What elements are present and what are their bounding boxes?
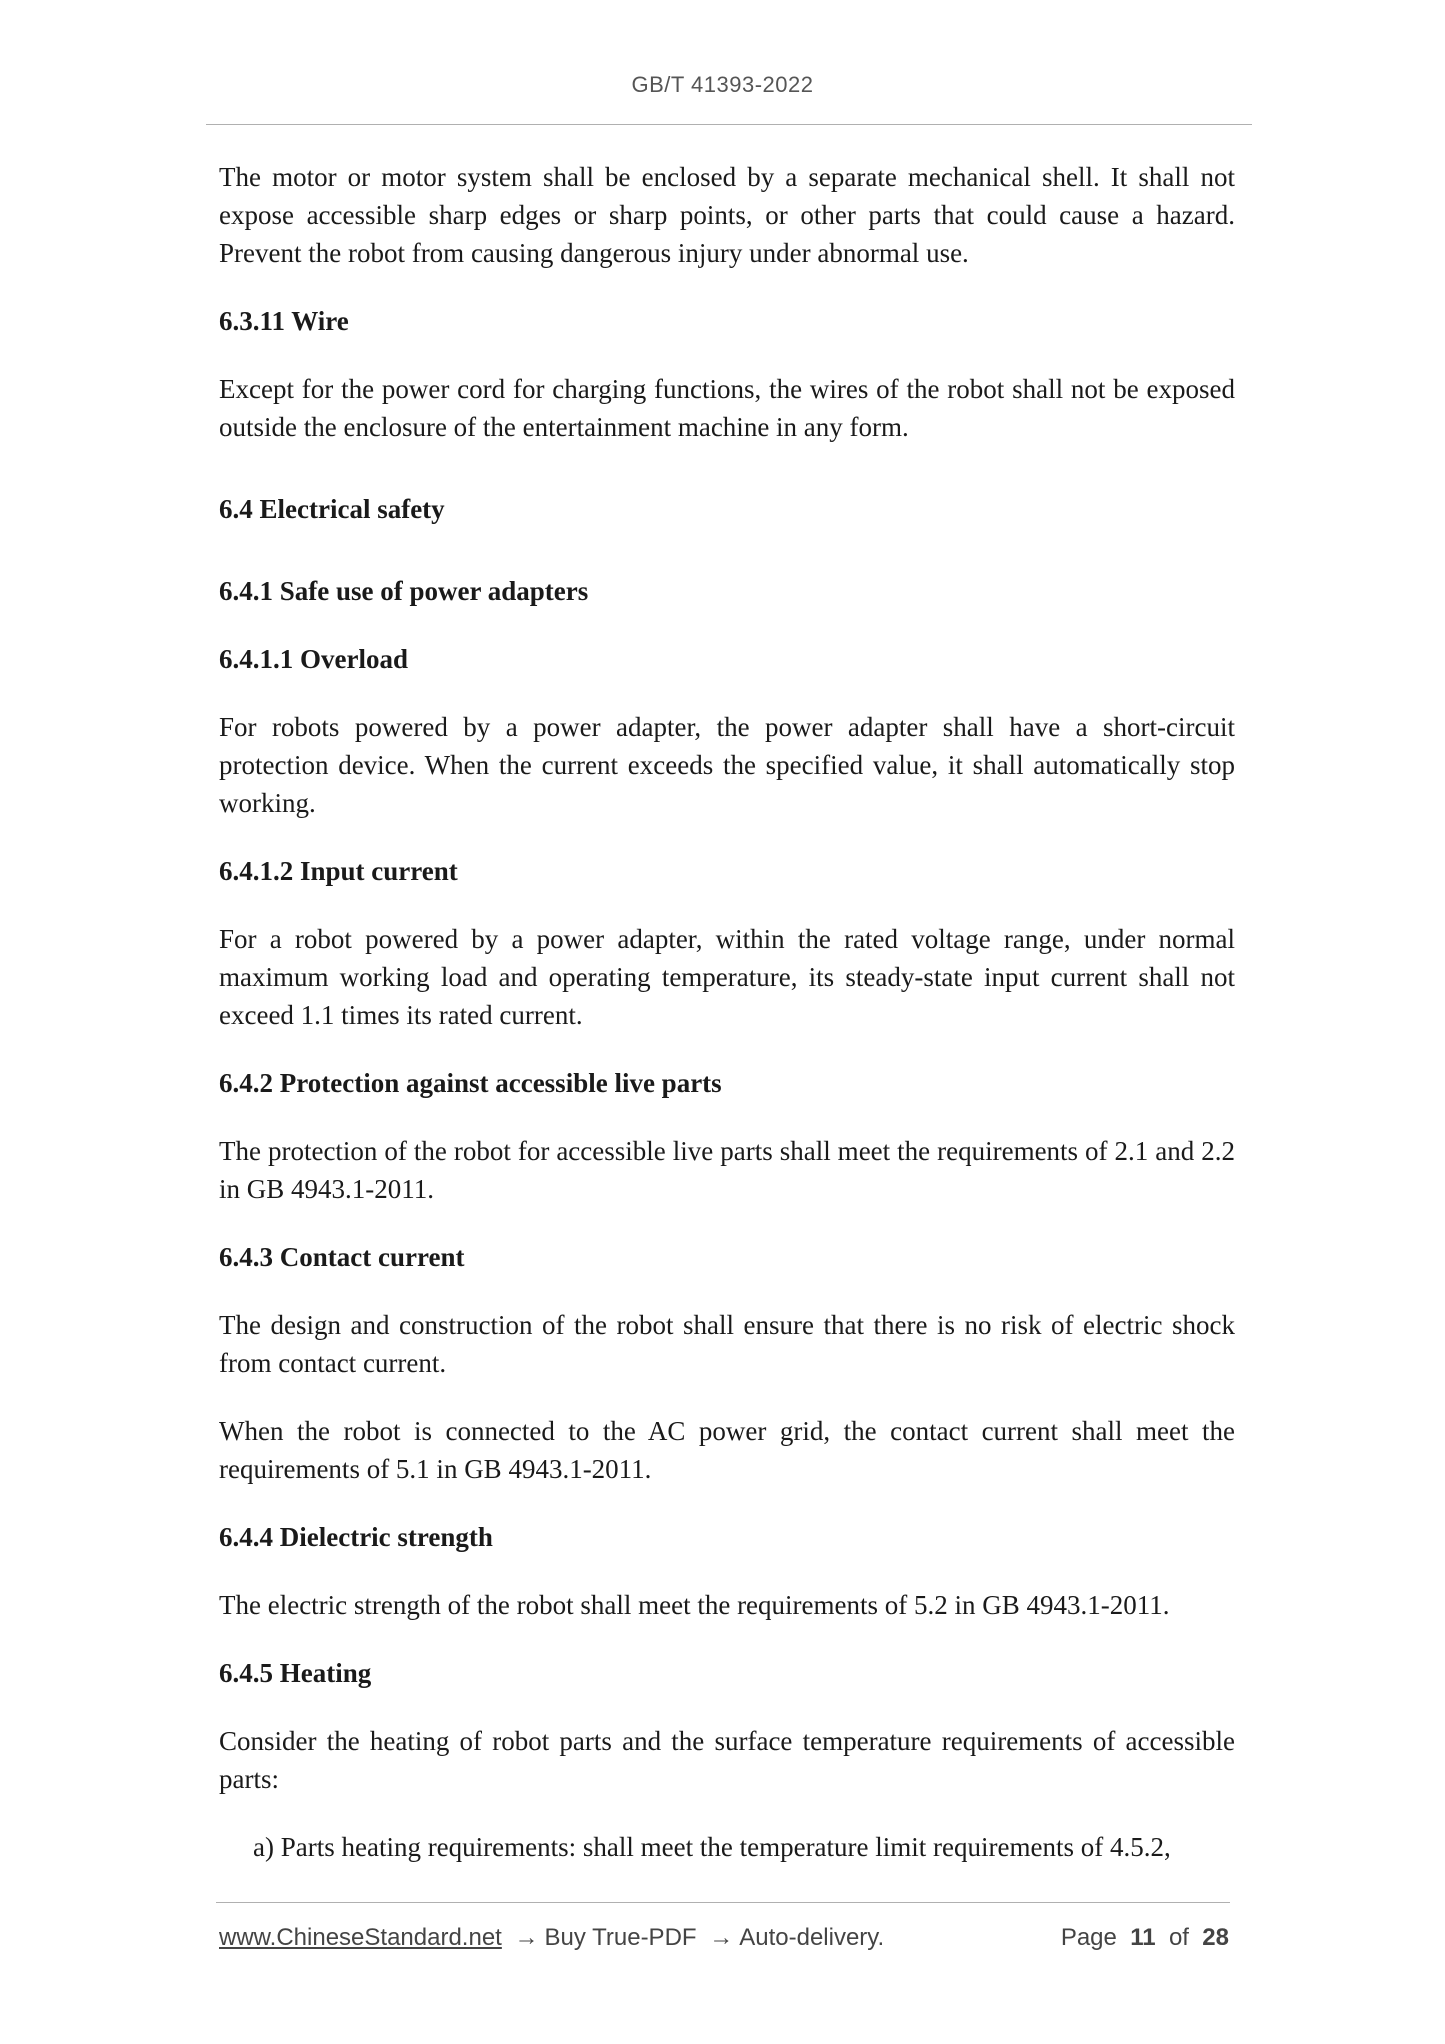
paragraph-overload: For robots powered by a power adapter, the power adapter shall have a short-circuit protection device. When the current exceeds the specified value, it shall automatically stop working.: [219, 712, 1235, 818]
paragraph-input-current: For a robot powered by a power adapter, within the rated voltage range, under normal maximum working load and operating temperature, its steady-state input current shall not exceed 1.1 times its rated current.: [219, 924, 1235, 1030]
arrow-right-icon: →: [514, 1924, 539, 1951]
list-item-a: a) Parts heating requirements: shall meet the temperature limit requirements of 4.5.2,: [253, 1832, 1171, 1862]
page-label: Page: [1060, 1924, 1117, 1951]
heading-6-4-1-2: 6.4.1.2 Input current: [219, 856, 458, 886]
heading-6-4-3: 6.4.3 Contact current: [219, 1242, 465, 1272]
document-id: GB/T 41393-2022: [631, 72, 814, 97]
running-header: [0, 72, 1445, 98]
heading-6-4-1: 6.4.1 Safe use of power adapters: [219, 576, 589, 606]
total-page-count: 28: [1202, 1924, 1229, 1951]
heading-6-4: 6.4 Electrical safety: [219, 494, 445, 524]
auto-delivery-text: Auto-delivery.: [739, 1924, 885, 1951]
heading-6-4-2: 6.4.2 Protection against accessible live parts: [219, 1068, 722, 1098]
heading-6-3-11: 6.3.11 Wire: [219, 306, 349, 336]
header-divider: [206, 124, 1252, 125]
arrow-right-icon: →: [709, 1924, 734, 1951]
paragraph-dielectric-strength: The electric strength of the robot shall meet the requirements of 5.2 in GB 4943.1-2011.: [219, 1590, 1170, 1620]
site-link[interactable]: www.ChineseStandard.net: [219, 1924, 502, 1951]
footer-promo: [219, 1924, 884, 1952]
paragraph-contact-current-2: When the robot is connected to the AC power grid, the contact current shall meet the requirements of 5.1 in GB 4943.1-2011.: [219, 1416, 1235, 1484]
heading-6-4-4: 6.4.4 Dielectric strength: [219, 1522, 493, 1552]
page-indicator: [1061, 1924, 1229, 1952]
paragraph-wire: Except for the power cord for charging functions, the wires of the robot shall not be exposed outside the enclosure of the entertainment machine in any form.: [219, 374, 1235, 442]
paragraph-motor-enclosure: The motor or motor system shall be enclosed by a separate mechanical shell. It shall not expose accessible sharp edges or sharp points, or other parts that could cause a hazard. Prevent the robot from causing dangerous injury under abnormal use.: [219, 162, 1235, 268]
footer-divider: [216, 1902, 1230, 1903]
of-label: of: [1168, 1924, 1189, 1951]
heading-6-4-5: 6.4.5 Heating: [219, 1658, 372, 1688]
paragraph-heating: Consider the heating of robot parts and the surface temperature requirements of accessible parts:: [219, 1726, 1235, 1794]
paragraph-live-parts: The protection of the robot for accessible live parts shall meet the requirements of 2.1 and 2.2 in GB 4943.1-2011.: [219, 1136, 1235, 1204]
buy-true-pdf-text: Buy True-PDF: [544, 1924, 697, 1951]
heading-6-4-1-1: 6.4.1.1 Overload: [219, 644, 408, 674]
paragraph-contact-current-1: The design and construction of the robot shall ensure that there is no risk of electric shock from contact current.: [219, 1310, 1235, 1378]
document-body: [219, 158, 1235, 1866]
current-page-number: 11: [1130, 1924, 1156, 1951]
